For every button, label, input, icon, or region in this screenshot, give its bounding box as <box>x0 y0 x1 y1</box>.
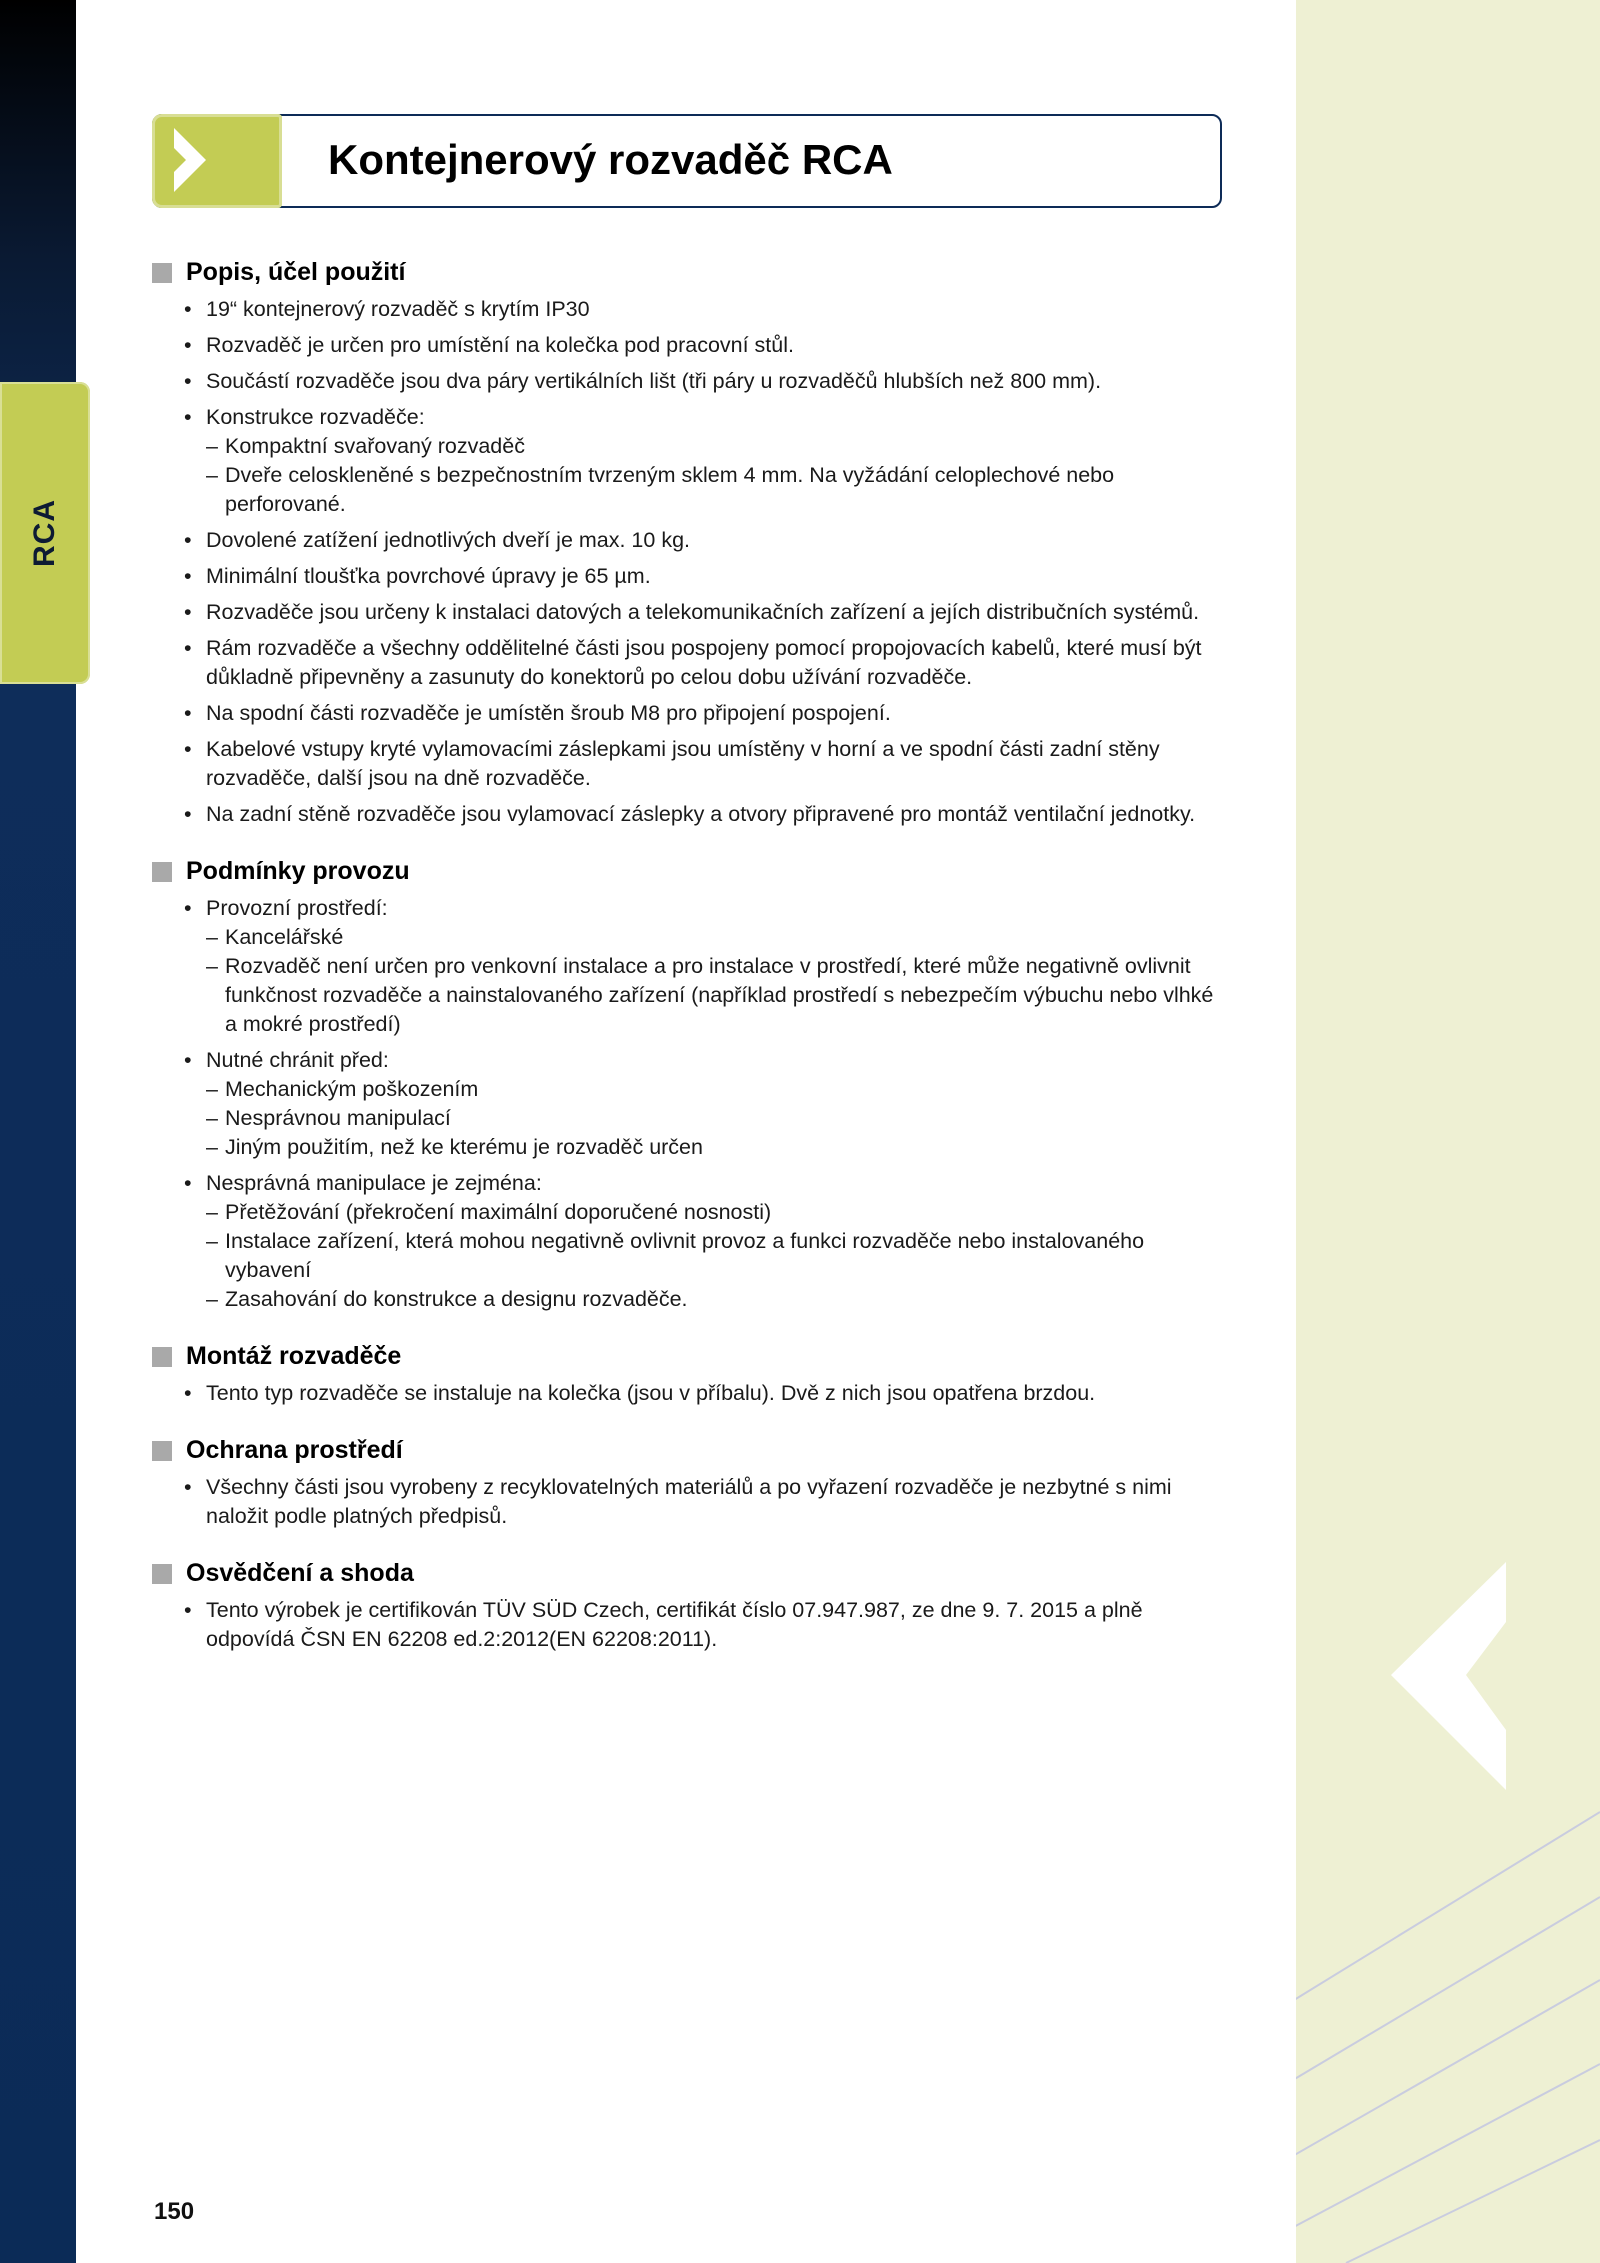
section <box>152 1436 1222 1531</box>
section <box>152 1559 1222 1654</box>
section-header <box>152 258 1222 287</box>
bullet-list <box>152 1473 1222 1531</box>
list-item-text: 19“ kontejnerový rozvaděč s krytím IP30 <box>206 297 590 321</box>
bullet-icon: • <box>184 405 192 429</box>
list-item-text: Konstrukce rozvaděče: <box>206 405 425 429</box>
section <box>152 258 1222 829</box>
content-area <box>152 258 1222 1682</box>
bullet-icon: • <box>184 333 192 357</box>
section <box>152 857 1222 1314</box>
list-item <box>152 1169 1222 1314</box>
section-title: Podmínky provozu <box>186 857 410 885</box>
list-item <box>152 562 1222 591</box>
list-item-text: Kabelové vstupy kryté vylamovacími záslepkami jsou umístěny v horní a ve spodní části zadní stěny rozvaděče, další jsou na dně rozvaděče. <box>206 737 1160 790</box>
bullet-list <box>152 295 1222 829</box>
list-item-text: Dovolené zatížení jednotlivých dveří je max. 10 kg. <box>206 528 691 552</box>
list-item <box>152 735 1222 793</box>
list-item <box>152 634 1222 692</box>
list-item-text: Na spodní části rozvaděče je umístěn šroub M8 pro připojení pospojení. <box>206 701 891 725</box>
list-item <box>152 1473 1222 1531</box>
sub-item-text: Dveře celoskleněné s bezpečnostním tvrzeným sklem 4 mm. Na vyžádání celoplechové nebo perforované. <box>225 463 1115 516</box>
list-item <box>152 800 1222 829</box>
bullet-icon: • <box>184 1171 192 1195</box>
bullet-icon: • <box>184 600 192 624</box>
bullet-icon: • <box>184 528 192 552</box>
side-tab <box>0 382 90 684</box>
section-title: Osvědčení a shoda <box>186 1559 414 1587</box>
dash-icon: – <box>206 925 218 949</box>
bullet-icon: • <box>184 369 192 393</box>
list-item-text: Rám rozvaděče a všechny oddělitelné části jsou pospojeny pomocí propojovacích kabelů, které musí být důkladně připevněny a zasunuty do konektorů po celou dobu užívání rozvaděče. <box>206 636 1202 689</box>
dash-icon: – <box>206 463 218 487</box>
sub-item-text: Zasahování do konstrukce a designu rozvaděče. <box>225 1287 688 1311</box>
page-title: Kontejnerový rozvaděč RCA <box>328 136 893 183</box>
bullet-icon: • <box>184 1475 192 1499</box>
sub-item <box>206 1227 1222 1285</box>
list-item-text: Rozvaděč je určen pro umístění na kolečka pod pracovní stůl. <box>206 333 794 357</box>
list-item <box>152 1046 1222 1162</box>
sub-item-text: Kompaktní svařovaný rozvaděč <box>225 434 525 458</box>
list-item-text: Provozní prostředí: <box>206 896 388 920</box>
bullet-icon: • <box>184 1598 192 1622</box>
list-item-text: Tento typ rozvaděče se instaluje na kolečka (jsou v příbalu). Dvě z nich jsou opatřena brzdou. <box>206 1381 1096 1405</box>
list-item <box>152 699 1222 728</box>
sub-item <box>206 432 1222 461</box>
section-title: Montáž rozvaděče <box>186 1342 402 1370</box>
sub-item <box>206 923 1222 952</box>
section-square-icon <box>152 1347 172 1367</box>
dash-icon: – <box>206 954 218 978</box>
list-item-text: Rozvaděče jsou určeny k instalaci datových a telekomunikačních zařízení a jejích distribučních systémů. <box>206 600 1200 624</box>
bullet-icon: • <box>184 564 192 588</box>
section-header <box>152 1342 1222 1371</box>
bullet-list <box>152 1596 1222 1654</box>
list-item-text: Nesprávná manipulace je zejména: <box>206 1171 542 1195</box>
list-item-text: Minimální tloušťka povrchové úpravy je 65 µm. <box>206 564 651 588</box>
section-header <box>152 857 1222 886</box>
section-title: Popis, účel použití <box>186 258 406 286</box>
sub-item-text: Instalace zařízení, která mohou negativně ovlivnit provoz a funkci rozvaděče nebo instalovaného vybavení <box>225 1229 1145 1282</box>
bullet-icon: • <box>184 896 192 920</box>
list-item-text: Na zadní stěně rozvaděče jsou vylamovací záslepky a otvory připravené pro montáž ventilační jednotky. <box>206 802 1196 826</box>
sub-item-text: Rozvaděč není určen pro venkovní instalace a pro instalace v prostředí, které může negativně ovlivnit funkčnost rozvaděče a nainstalovaného zařízení (například prostředí s nebezpečím výbuchu nebo vlhké a mokré prostředí) <box>225 954 1214 1036</box>
bullet-list <box>152 1379 1222 1408</box>
list-item-text: Tento výrobek je certifikován TÜV SÜD Czech, certifikát číslo 07.947.987, ze dne 9. 7. 2015 a plně odpovídá ČSN EN 62208 ed.2:2012(EN 62208:2011). <box>206 1598 1143 1651</box>
bullet-icon: • <box>184 737 192 761</box>
section-square-icon <box>152 1564 172 1584</box>
sub-item <box>206 1133 1222 1162</box>
section-header <box>152 1559 1222 1588</box>
dash-icon: – <box>206 1287 218 1311</box>
left-color-strip <box>0 0 76 2263</box>
dash-icon: – <box>206 1200 218 1224</box>
page-title-box <box>152 114 1222 208</box>
bullet-icon: • <box>184 297 192 321</box>
sub-item <box>206 1285 1222 1314</box>
page-number: 150 <box>154 2198 195 2225</box>
list-item <box>152 894 1222 1039</box>
sub-item-text: Nesprávnou manipulací <box>225 1106 451 1130</box>
bullet-icon: • <box>184 1048 192 1072</box>
section-square-icon <box>152 263 172 283</box>
bullet-list <box>152 894 1222 1314</box>
list-item-text: Součástí rozvaděče jsou dva páry vertikálních lišt (tři páry u rozvaděčů hlubších než 800 mm). <box>206 369 1102 393</box>
list-item-text: Všechny části jsou vyrobeny z recyklovatelných materiálů a po vyřazení rozvaděče je nezbytné s nimi naložit podle platných předpisů. <box>206 1475 1172 1528</box>
bullet-icon: • <box>184 701 192 725</box>
list-item <box>152 598 1222 627</box>
section-title: Ochrana prostředí <box>186 1436 403 1464</box>
sub-item <box>206 1075 1222 1104</box>
bullet-icon: • <box>184 802 192 826</box>
sub-item-text: Jiným použitím, než ke kterému je rozvaděč určen <box>225 1135 703 1159</box>
diagonal-lines-decoration <box>1296 0 1600 2263</box>
section-square-icon <box>152 862 172 882</box>
list-item-text: Nutné chránit před: <box>206 1048 389 1072</box>
list-item <box>152 403 1222 519</box>
sub-item <box>206 1104 1222 1133</box>
sub-item-text: Mechanickým poškozením <box>225 1077 479 1101</box>
title-chip <box>152 114 282 208</box>
chevron-right-icon <box>170 128 210 192</box>
dash-icon: – <box>206 1229 218 1253</box>
dash-icon: – <box>206 1106 218 1130</box>
dash-icon: – <box>206 1135 218 1159</box>
list-item <box>152 367 1222 396</box>
section-square-icon <box>152 1441 172 1461</box>
dash-icon: – <box>206 1077 218 1101</box>
sub-item <box>206 461 1222 519</box>
chevron-left-icon <box>1391 1562 1506 1790</box>
list-item <box>152 1379 1222 1408</box>
list-item <box>152 526 1222 555</box>
sub-item <box>206 952 1222 1039</box>
sub-item-text: Kancelářské <box>225 925 344 949</box>
bullet-icon: • <box>184 636 192 660</box>
list-item <box>152 1596 1222 1654</box>
section-header <box>152 1436 1222 1465</box>
dash-icon: – <box>206 434 218 458</box>
right-decorative-panel <box>1296 0 1600 2263</box>
sub-item <box>206 1198 1222 1227</box>
list-item <box>152 331 1222 360</box>
section <box>152 1342 1222 1408</box>
side-tab-label: RCA <box>28 499 61 567</box>
bullet-icon: • <box>184 1381 192 1405</box>
list-item <box>152 295 1222 324</box>
sub-item-text: Přetěžování (překročení maximální doporučené nosnosti) <box>225 1200 772 1224</box>
